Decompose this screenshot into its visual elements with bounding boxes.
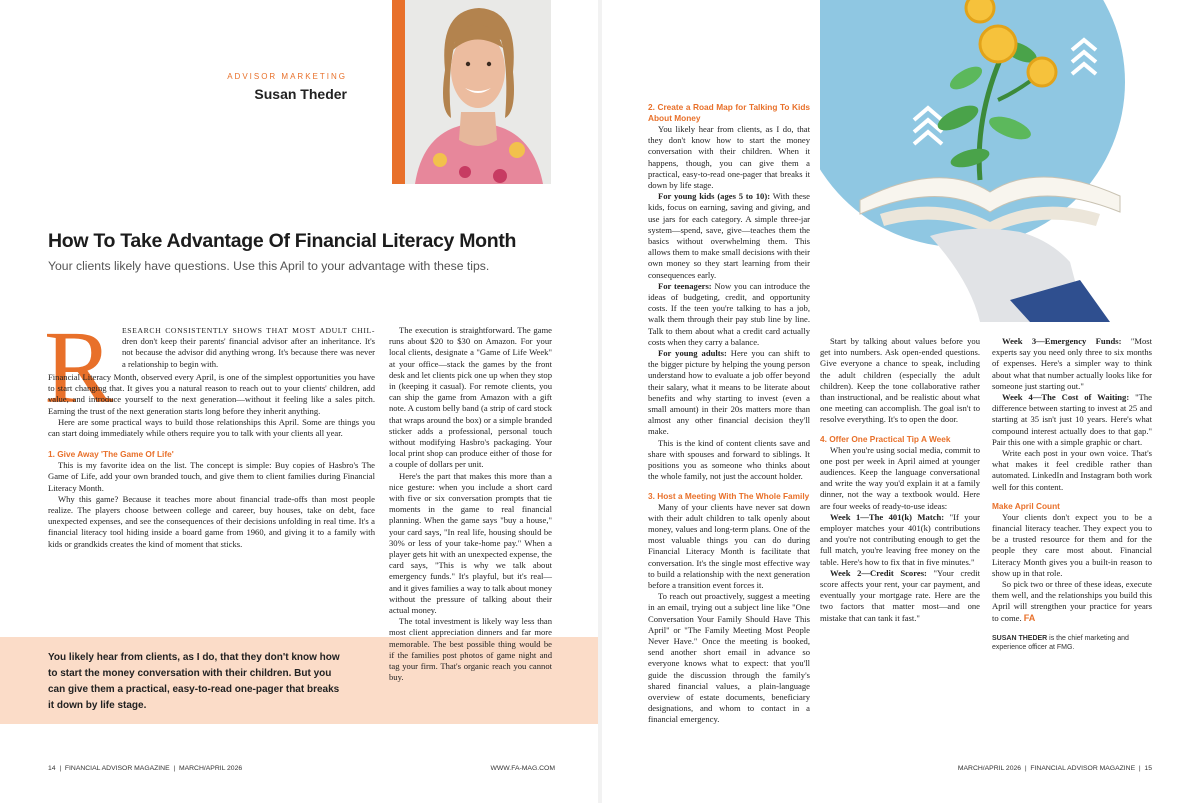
heading-4: 4. Offer One Practical Tip A Week (820, 433, 951, 444)
column-5: Week 3—Emergency Funds: "Most experts say you need only three to six months of expenses. Here's a simpler way to think about what that number actually looks like for someone just starting out." Week 4—The Cost of Waiting: "The difference between starting to invest at 25 and starting at 35 isn't just 10 years. Here's what compound interest actually does to that gap." Pair this one with a simple graphic or chart. Write each post in your own voice. That's what makes it feel credible rather than automated. LinkedIn and Instagram both work well for this content. Make April Count Your clients don't expect you to be a financial literacy teacher. They expect you to be a trusted resource for them and for the people they care most about. Financial Literacy Month gives you a built-in reason to show up in that role. So pick two or three of these ideas, execute them well, and the relationships you build this April will strengthen your practice for years to come. FA SUSAN THEDER is the chief marketing and experience officer at FMG. (992, 336, 1153, 652)
author-bio: SUSAN THEDER is the chief marketing and experience officer at FMG. (992, 634, 1129, 652)
author-photo (405, 0, 551, 184)
pullquote: You likely hear from clients, as I do, that they don't know how to start the money conversation with their children. But you can give them a practical, easy-to-read one-pager that breaks it down by life stage. (48, 652, 340, 711)
column-4: Start by talking about values before you get into numbers. Ask open-ended questions. Give everyone a chance to speak, including the adult children (especially the adult children). Keep the tone collaborative rather than instructional, and be realistic about what one meeting can accomplish. The goal isn't to resolve everything. It's to open the door. 4. Offer One Practical Tip A Week When you're using social media, commit to one post per week in April aimed at younger audiences. Keep the language conversational and write the way you'd explain it at a family dinner, not the way a textbook would. Here are four weeks of ready-to-use ideas: Week 1—The 401(k) Match: "If your employer matches your 401(k) contributions and you're not contributing enough to get the full match, you're leaving free money on the table. Here's how to fix that in five minutes." Week 2—Credit Scores: "Your credit score affects your rent, your car payment, and eventually your mortgage rate. Here are the two factors that matter most—and one mistake that can tank it fast." (820, 336, 981, 623)
section-kicker: ADVISOR MARKETING (227, 72, 347, 81)
author-name: Susan Theder (254, 86, 347, 102)
footer-url[interactable]: WWW.FA-MAG.COM (490, 765, 555, 772)
heading-2: 2. Create a Road Map for Talking To Kids About Money (648, 102, 810, 123)
column-1: Financial Literacy Month, observed every April, is one of the simplest opportunities you have to start changing that. It gives you a natural reason to reach out to your clients' children, add value, and introduce yourself to the next generation—without it feeling like a sales pitch. Earning the trust of the next generation starts long before they inherit anything. Here are some practical ways to build those relationships this April. Some are things you can start doing immediately while others require you to talk with your clients all year. 1. Give Away 'The Game Of Life' This is my favorite idea on the list. The concept is simple: Buy copies of Hasbro's The Game of Life, add your own branded touch, and give them to client families during Financial Literacy Month. Why this game? Because it teaches more about financial trade-offs than most people realize. The players choose between college and career, buy houses, take on debt, face unexpected expenses, and see the consequences of their decisions unfolding in real time. It's a financial literacy tool hiding inside a board game from 1960, and giving it to a family with kids or grandkids creates the kind of moment that sticks. (48, 372, 375, 549)
footer-left: 14 | FINANCIAL ADVISOR MAGAZINE | MARCH/APRIL 2026 (48, 765, 243, 772)
heading-5: Make April Count (992, 500, 1060, 511)
footer-right: MARCH/APRIL 2026 | FINANCIAL ADVISOR MAGAZINE | 15 (957, 765, 1152, 772)
article-deck: Your clients likely have questions. Use this April to your advantage with these tips. (48, 259, 490, 273)
column-3: 2. Create a Road Map for Talking To Kids About Money You likely hear from clients, as I do, that they don't know how to start the money conversation with their children. When it happens, though, you can give them a practical, easy-to-read one-pager that breaks it down by life stage. For young kids (ages 5 to 10): With these kids, focus on earning, saving and giving, and use jars for each category. A simple three-jar system—spend, save, give—teaches them the basics without overwhelming them. This allows them to make small decisions with their own money so they start learning from their consequences early. For teenagers: Now you can introduce the ideas of budgeting, credit, and opportunity costs. If the teen you're talking to has a job, walk them through their pay stub line by line. Talk to them about what a credit card actually costs when they carry a balance. For young adults: Here you can shift to the bigger picture by helping the young person understand how to evaluate a job offer beyond their salary, what it means to be literate about benefits and why starting to invest (even a small amount) in their 20s matters more than almost any other financial decision they'll make. This is the kind of content clients save and share with spouses and forward to siblings. It positions you as someone who thinks about the whole family, not just the account holder. 3. Host a Meeting With The Whole Family Many of your clients have never sat down with their adult children to talk openly about money, values and long-term plans. One of the most valuable things you can do during Financial Literacy Month is facilitate that conversation. It's the single most effective way to build a relationship with the next generation before a transition event forces it. To reach out proactively, suggest a meeting in an email, trying out a subject line like "One Conversation Your Family Should Have This April" or "The Family Meeting Most People Never Have." Once the meeting is booked, send another short email in advance so everyone knows what to expect: that you'll guide the discussion through the family's shared financial values, a plain-language overview of estate documents, beneficiary designations, and whom to contact in a financial emergency. (648, 102, 811, 725)
end-mark: FA (1023, 612, 1036, 623)
article-title: How To Take Advantage Of Financial Literacy Month (48, 230, 517, 252)
accent-bar (392, 0, 405, 184)
heading-3: 3. Host a Meeting With The Whole Family (648, 490, 810, 501)
intro-text: ESEARCH CONSISTENTLY SHOWS THAT MOST ADULT CHIL- dren don't keep their parents' financial advisor after an inheritance. It's not because the advisor did anything wrong. It's because there was never a relationship to begin with. (122, 326, 375, 369)
heading-1: 1. Give Away 'The Game Of Life' (48, 449, 174, 460)
column-2: The execution is straightforward. The game runs about $20 to $30 on Amazon. For your local clients, designate a "Game of Life Week" at your office—stack the games by the front desk and let clients pick one up when they stop in (keeping it casual). For remote clients, you can ship the game from Amazon with a gift note. A custom belly band (a strip of card stock that wraps around the box) or a simple branded sticker adds a professional, personal touch without modifying Hasbro's packaging. Your local print shop can produce either of those for a couple of dollars per unit. Here's the part that makes this more than a nice gesture: when you include a short card with five or six conversation prompts that tie moments in the game to real financial planning. When the game says "buy a house," your card says, "In real life, housing should be 30% or less of your take-home pay." When a player gets hit with an unexpected expense, the card says, "This is why we talk about emergency funds." It's playful, but it's real—and it gives families a way to talk about money without the pressure of talking about their actual money. The total investment is likely way less than most client appreciation dinners and far more memorable. The best possible thing would be if the families post photos of game night and tag your firm. That's organic reach you cannot buy. (389, 325, 552, 683)
book-illustration (820, 0, 1200, 322)
page-gutter (598, 0, 602, 803)
drop-cap: R (44, 310, 114, 425)
